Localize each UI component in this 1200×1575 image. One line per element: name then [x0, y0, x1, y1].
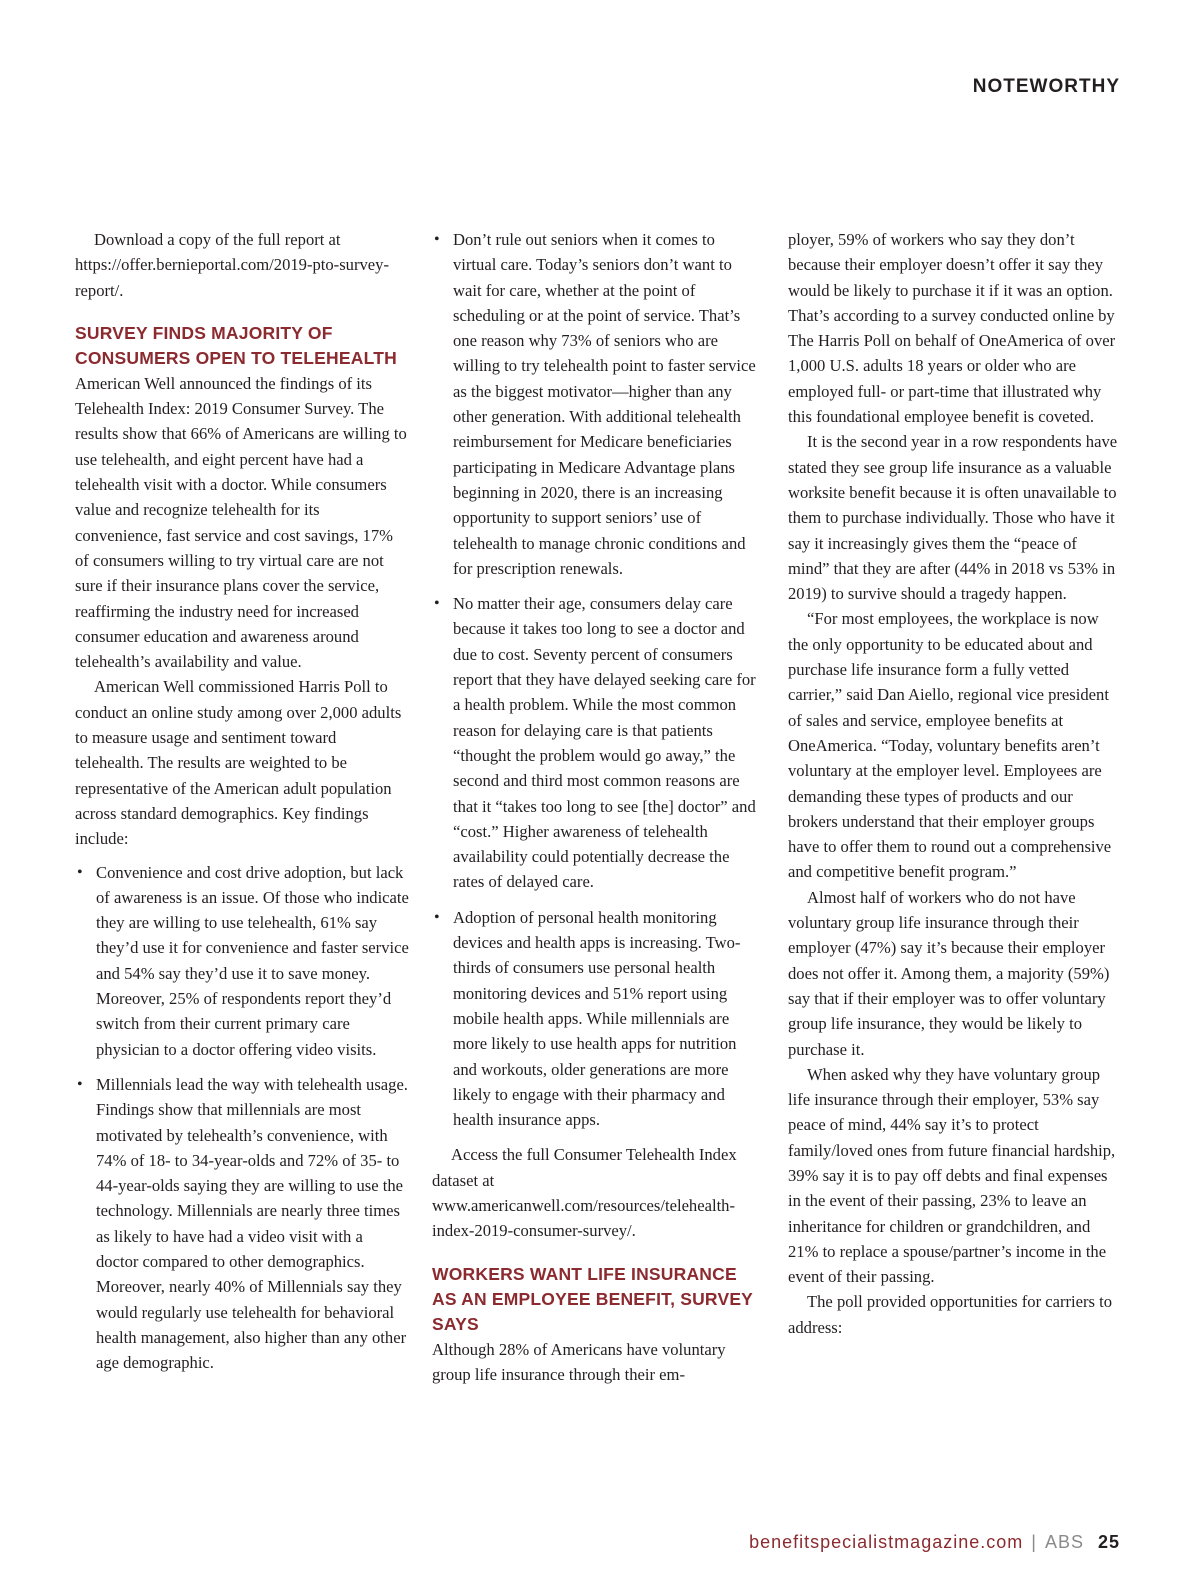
report-download-paragraph: Download a copy of the full report at https://offer.bernieportal.com/2019-pto-survey-report/. [75, 230, 389, 300]
footer-separator: | [1031, 1532, 1037, 1552]
key-findings-list-continued [432, 227, 762, 1132]
life-insurance-heading: WORKERS WANT LIFE INSURANCE AS AN EMPLOYEE BENEFIT, SURVEY SAYS [432, 1263, 753, 1334]
list-item [75, 1072, 409, 1376]
life-insurance-paragraph-2: It is the second year in a row respondents have stated they see group life insurance as a valuable worksite benefit because it is often unavailable to them to purchase individually. Those who have it say it increasingly gives them the “peace of mind” that they are after (44% in 2018 vs 53% in 2019) to survive should a tragedy happen. [788, 432, 1118, 604]
key-findings-list [75, 860, 409, 1376]
list-item [432, 227, 762, 581]
life-insurance-paragraph-1: Although 28% of Americans have voluntary group life insurance through their em- [432, 1339, 726, 1384]
page-footer [749, 1532, 1120, 1553]
page-number: 25 [1097, 1532, 1120, 1552]
list-item-text: Don’t rule out seniors when it comes to virtual care. Today’s seniors don’t want to wait for care, whether at the point of scheduling or at the point of service. That’s one reason why 73% of seniors who are willing to try telehealth point to faster service as the biggest motivator—higher than any other generation. With additional telehealth reimbursement for Medicare beneficiaries participating in Medicare Advantage plans beginning in 2020, there is an increasing opportunity to support seniors’ use of telehealth to manage chronic conditions and for prescription renewals. [453, 230, 756, 578]
telehealth-paragraph-2: American Well commissioned Harris Poll to conduct an online study among over 2,000 adults to measure usage and sentiment toward telehealth. The results are weighted to be representative of the American adult population across standard demographics. Key findings include: [75, 677, 402, 849]
list-item-text: Millennials lead the way with telehealth usage. Findings show that millennials are most motivated by telehealth’s convenience, with 74% of 18- to 34-year-olds and 72% of 35- to 44-year-olds saying they are willing to use the technology. Millennials are nearly three times as likely to have had a video visit with a doctor compared to other demographics. Moreover, nearly 40% of Millennials say they would regularly use telehealth for behavioral health management, also higher than any other age demographic. [96, 1074, 408, 1373]
dataset-access-paragraph: Access the full Consumer Telehealth Index dataset at www.americanwell.com/resources/telehealth-index-2019-consumer-survey/. [432, 1145, 737, 1241]
list-item [432, 905, 762, 1133]
list-item-text: Adoption of personal health monitoring devices and health apps is increasing. Two-thirds of consumers use personal health monitoring devices and 51% report using mobile health apps. While millennials are more likely to use health apps for nutrition and workouts, older generations are more likely to engage with their pharmacy and health insurance apps. [453, 907, 741, 1130]
list-item [432, 591, 762, 895]
life-insurance-paragraph-continued: ployer, 59% of workers who say they don’t because their employer doesn’t offer it say they would be likely to purchase it if it was an option. That’s according to a survey conducted online by The Harris Poll on behalf of OneAmerica of over 1,000 U.S. adults 18 years or older who are employed full- or part-time that illustrated why this foundational employee benefit is coveted. [788, 230, 1116, 427]
footer-magazine: ABS [1044, 1532, 1084, 1552]
life-insurance-paragraph-6: The poll provided opportunities for carriers to address: [788, 1292, 1113, 1337]
column-3 [788, 227, 1122, 1340]
bullet-icon: • [434, 231, 440, 248]
bullet-icon: • [77, 1075, 83, 1093]
column-1 [75, 227, 409, 1385]
list-item [75, 860, 409, 1062]
telehealth-paragraph-1: American Well announced the findings of its Telehealth Index: 2019 Consumer Survey. The results show that 66% of Americans are willing to use telehealth, and eight percent have had a telehealth visit with a doctor. While consumers value and recognize telehealth for its convenience, fast service and cost savings, 17% of consumers willing to try virtual care are not sure if their insurance plans cover the service, reaffirming the industry need for increased consumer education and awareness around telehealth’s availability and value. [75, 373, 407, 672]
bullet-icon: • [434, 908, 440, 926]
bullet-icon: • [77, 863, 83, 881]
list-item-text: Convenience and cost drive adoption, but lack of awareness is an issue. Of those who indicate they are willing to use telehealth, 61% say they’d use it for convenience and faster service and 54% say they’d use it to save money. Moreover, 25% of respondents report they’d switch from their current primary care physician to a doctor offering video visits. [96, 862, 409, 1059]
column-2 [432, 227, 762, 1387]
footer-website: benefitspecialistmagazine.com [749, 1532, 1024, 1552]
telehealth-heading: SURVEY FINDS MAJORITY OF CONSUMERS OPEN TO TELEHEALTH [75, 322, 397, 368]
aiello-quote-paragraph: “For most employees, the workplace is now the only opportunity to be educated about and purchase life insurance form a fully vetted carrier,” said Dan Aiello, regional vice president of sales and service, employee benefits at OneAmerica. “Today, voluntary benefits aren’t voluntary at the employer level. Employees are demanding these types of products and our brokers understand that their employer groups have to offer them to round out a comprehensive and competitive benefit program.” [788, 609, 1112, 882]
life-insurance-paragraph-4: Almost half of workers who do not have voluntary group life insurance through their employer (47%) say it’s because their employer does not offer it. Among them, a majority (59%) say that if their employer was to offer voluntary group life insurance, they would be likely to purchase it. [788, 887, 1110, 1059]
life-insurance-paragraph-5: When asked why they have voluntary group life insurance through their employer, 53% say peace of mind, 44% say it’s to protect family/loved ones from future financial hardship, 39% say it is to pay off debts and final expenses in the event of their passing, 23% to leave an inheritance for children or grandchildren, and 21% to replace a spouse/partner’s income in the event of their passing. [788, 1064, 1116, 1287]
list-item-text: No matter their age, consumers delay care because it takes too long to see a doctor and due to cost. Seventy percent of consumers report that they have delayed seeking care for a health problem. While the most common reason for delaying care is that patients “thought the problem would go away,” the second and third most common reasons are that it “takes too long to see [the] doctor” and “cost.” Higher awareness of telehealth availability could potentially decrease the rates of delayed care. [453, 594, 756, 892]
bullet-icon: • [434, 595, 440, 613]
section-label: NOTEWORTHY [972, 76, 1120, 97]
